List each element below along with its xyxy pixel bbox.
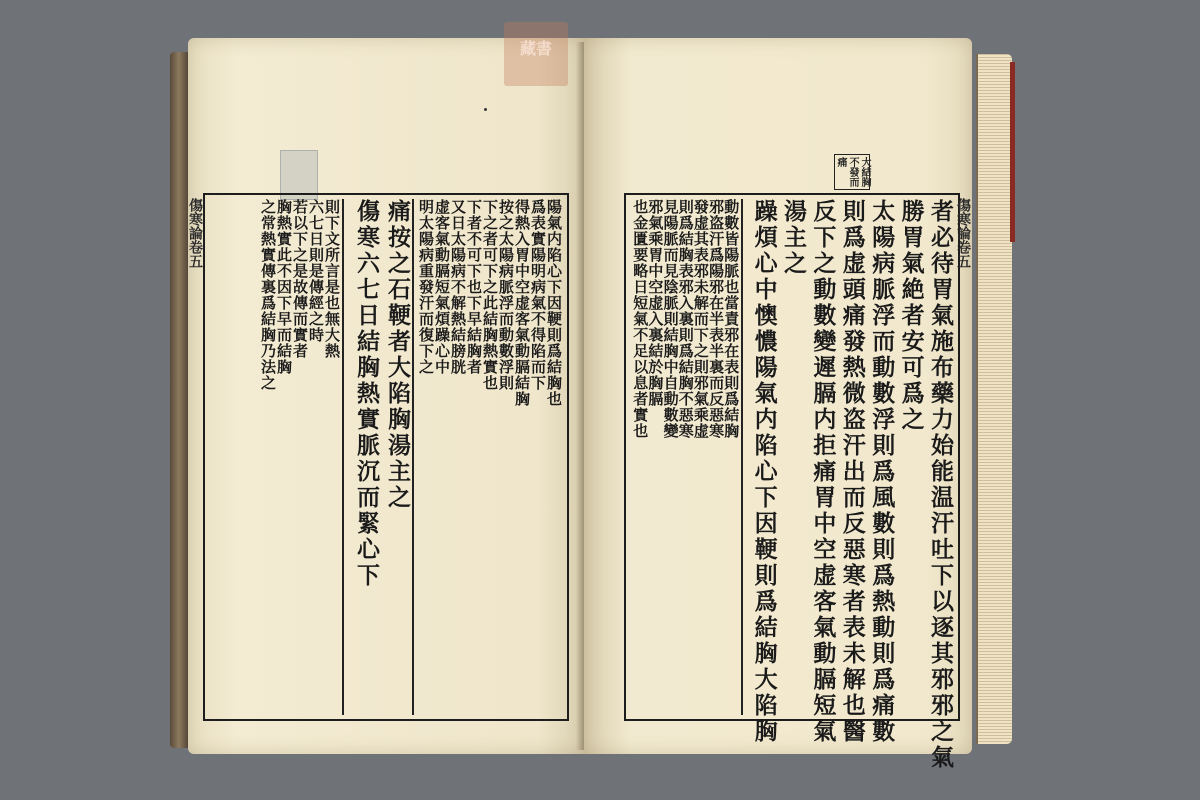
commentary-column: 發虚其表邪未解而下之則邪氣乘虚 xyxy=(691,199,710,439)
headnote-line: 大結胸 xyxy=(859,157,870,187)
headnote-line: 痛 xyxy=(835,157,846,167)
headnote-line: 不發而 xyxy=(847,157,858,187)
open-book xyxy=(170,38,1012,771)
main-text-column: 則爲虚頭痛發熱微盗汗出而反惡寒者表未解也醫 xyxy=(838,199,866,745)
main-text-column: 者必待胃氣施布藥力始能温汗吐下以逐其邪邪之氣 xyxy=(927,199,954,771)
commentary-column: 邪氣乘胃中空虚入裏結於胸膈 xyxy=(646,199,665,407)
commentary-column: 按之太陽病脈浮而動數浮則 xyxy=(497,199,515,391)
column-rule xyxy=(412,199,414,715)
commentary-column: 若以下之是故傳而實者 xyxy=(291,199,309,359)
commentary-column: 見陽脈而見陰脈則結胸中自動數變 xyxy=(661,199,680,439)
right-text-frame xyxy=(624,193,960,771)
book-page-edges xyxy=(976,54,1012,744)
left-page xyxy=(188,38,586,754)
left-text-frame xyxy=(203,193,569,721)
main-text-column: 痛按之石鞕者大陷胸湯主之 xyxy=(384,199,411,511)
book-spine-edge xyxy=(1010,62,1015,242)
main-text-column: 湯主之 xyxy=(779,199,807,277)
commentary-column: 動數皆陽脈也當責邪在表則爲結胸 xyxy=(722,199,741,439)
commentary-column: 得熱入胃中空虚客氣動膈結胸 xyxy=(513,199,531,407)
right-page xyxy=(584,38,972,771)
commentary-column: 下者不可下也下早結胸者 xyxy=(465,199,483,375)
library-stamp xyxy=(504,22,568,86)
commentary-column: 爲表實陽明病氣不得陷而下 xyxy=(529,199,547,391)
main-text-column: 反下之動數變遲膈内拒痛胃中空虚客氣動膈短氣 xyxy=(809,199,837,745)
commentary-column: 也金匱要略日短氣不足以息者實也 xyxy=(631,199,650,439)
paper-speck xyxy=(484,108,487,111)
commentary-column: 陽氣内陷心下因鞕則爲結胸也 xyxy=(545,199,563,407)
left-margin-title: 傷寒論卷五 xyxy=(187,198,203,268)
main-text-column: 勝胃氣絶者安可爲之 xyxy=(897,199,925,433)
commentary-column: 六七日則是傳經之時 xyxy=(307,199,325,343)
column-rule xyxy=(342,199,344,715)
commentary-column: 邪盗汗爲陽邪在半表半裏而反惡寒 xyxy=(707,199,726,439)
commentary-column: 則爲結胸表邪入裏則爲結胸不惡寒 xyxy=(676,199,695,439)
right-headnote-box xyxy=(834,154,870,190)
commentary-column: 則下文所言是也無大熱 xyxy=(323,199,341,359)
main-text-column: 太陽病脈浮而動數浮則爲風數則爲熱動則爲痛數 xyxy=(868,199,896,745)
commentary-column: 虚客氣動膈短氣煩躁心中 xyxy=(433,199,451,375)
commentary-column: 下之者可下之此結胸熱實也 xyxy=(481,199,499,391)
commentary-column: 之常熱實傳裏爲結胸乃法之 xyxy=(259,199,277,391)
main-text-column: 躁煩心中懊憹陽氣内陷心下因鞕則爲結胸大陷胸 xyxy=(750,199,778,745)
commentary-column: 明太陽病重發汗而復下之 xyxy=(417,199,435,375)
main-text-column: 傷寒六七日結胸熱實脈沉而緊心下 xyxy=(353,199,380,589)
commentary-column: 胸熱實此不因下早而結胸 xyxy=(275,199,293,375)
right-margin-title: 傷寒論卷五 xyxy=(955,198,971,268)
commentary-column: 又日太陽病不解熱結膀胱 xyxy=(449,199,467,375)
column-rule xyxy=(741,199,743,715)
library-stamp-text: 藏書 xyxy=(519,39,552,58)
